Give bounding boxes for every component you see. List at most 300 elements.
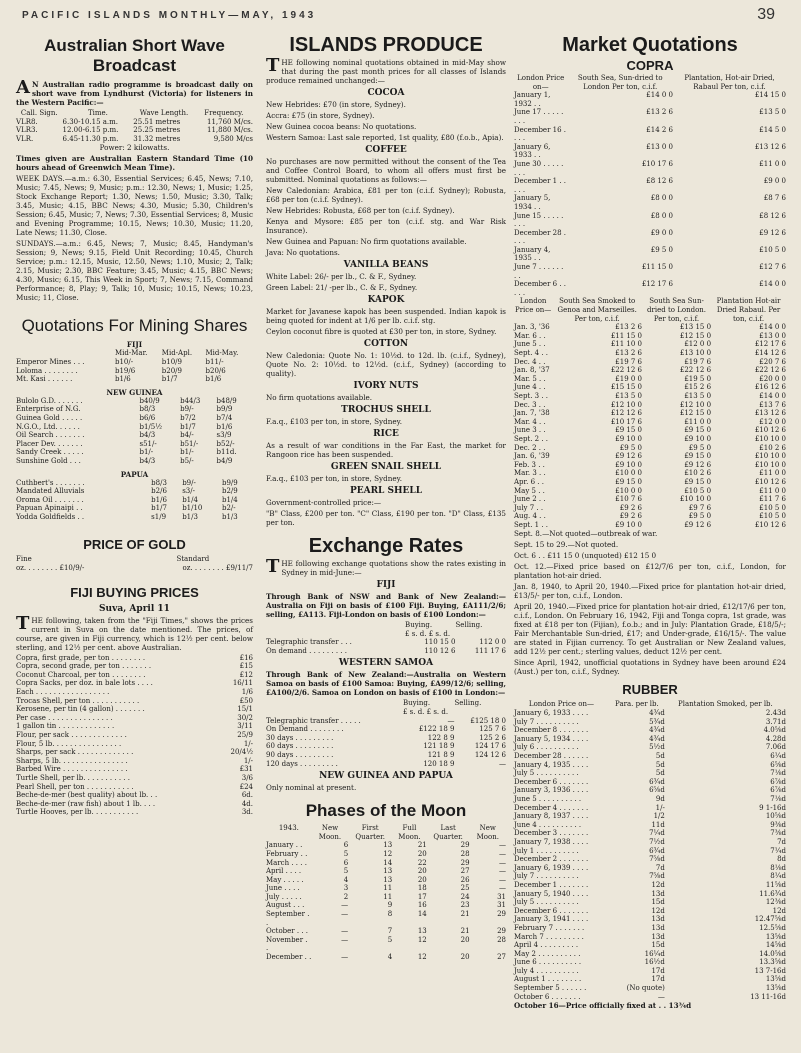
table-row <box>514 160 786 177</box>
mining-ng-table <box>16 397 253 466</box>
cotton-heading: COTTON <box>363 339 409 349</box>
table-cell: — <box>499 759 506 768</box>
table-cell: 25 <box>460 884 470 893</box>
table-cell: 8d <box>777 855 786 864</box>
table-cell: May . . . . . <box>266 875 304 884</box>
table-row <box>514 521 786 530</box>
table-cell: December 28 . . . . . . <box>514 752 589 761</box>
table-cell: 5d <box>655 760 665 769</box>
table-cell: December 1 . . . . . . . <box>514 880 589 889</box>
table-cell: £20 0 0 <box>759 374 786 383</box>
table-cell: £13 5 0 <box>684 391 712 400</box>
table-cell: 124 17 6 <box>474 742 506 751</box>
table-cell: b1/5½ <box>139 422 163 431</box>
table-cell: — <box>657 992 665 1001</box>
table-row <box>514 958 786 967</box>
table-row <box>16 654 253 663</box>
table-cell: 20/4½ <box>230 748 253 757</box>
table-cell: £9 12 6 <box>684 520 712 529</box>
table-cell: 6¾d <box>649 846 665 855</box>
table-cell: Copra Sacks, per doz. in bale lots . . . . <box>16 679 153 688</box>
table-cell: b5/- <box>180 456 194 465</box>
table-cell: Aug. 4 . . <box>514 512 546 521</box>
table-row <box>514 769 786 778</box>
table-cell: 25/9 <box>237 731 253 739</box>
table-cell: 11.6¾d <box>759 889 786 898</box>
table-row <box>514 478 786 487</box>
table-cell: 29 <box>460 841 470 850</box>
table-cell: August . . . <box>266 901 305 910</box>
table-row <box>16 671 253 680</box>
table-cell: 121 8 9 <box>427 750 455 759</box>
table-cell: b1/- <box>139 448 154 457</box>
table-cell: June 4 . . <box>514 383 546 392</box>
table-cell: Jan. 6, '39 <box>514 452 550 461</box>
table-cell: b48/9 <box>216 396 237 405</box>
table-cell: July 7 . . . . . . . . . . <box>514 872 579 881</box>
table-row <box>266 953 506 962</box>
table-row <box>514 469 786 478</box>
samoa-selling-head: Selling. <box>454 699 482 708</box>
table-cell: £8 12 6 <box>759 211 786 220</box>
table-cell: £13 12 6 <box>754 142 786 151</box>
table-cell: December . . <box>266 953 312 962</box>
column-header: South Sea Sun-dried to London. Per ton, c.i.f. <box>647 297 707 323</box>
table-cell: £14 0 0 <box>759 323 786 332</box>
table-cell: £13 0 0 <box>759 331 786 340</box>
copra-note: Oct. 6 . . £11 15 0 (unquoted) £12 15 0 <box>514 551 657 561</box>
table-row <box>266 647 506 656</box>
fine-value: oz. . . . . . . . £10/9/- <box>16 564 85 573</box>
column-header: Time. <box>87 109 108 117</box>
table-row <box>514 212 786 229</box>
table-row <box>514 864 786 873</box>
table-cell: June 30 . . . . . . . . <box>514 159 564 177</box>
table-row <box>16 358 253 367</box>
table-cell: £13 2 6 <box>646 108 674 117</box>
table-row <box>514 735 786 744</box>
copra-heading: COPRA <box>626 58 674 73</box>
exchange-fiji-heading: FIJI <box>376 580 396 590</box>
table-cell: 12 <box>417 935 427 944</box>
table-cell: £19 7 6 <box>684 357 712 366</box>
fiji-prices-table <box>16 654 253 817</box>
fiji-prices-intro: THE following, taken from the "Fiji Times," shows the prices current in Suva on the date mentioned. The prices, of course, are given in Fiji currency, which is 12½ per cent. below sterling, and 12½ per cent. above Australian. <box>16 612 253 652</box>
table-cell: 1/2 <box>653 812 665 821</box>
table-row <box>16 714 253 723</box>
copra-note: April 20, 1940.—Fixed price for plantation hot-air dried, £12/17/6 per ton, c.i.f., London. On February 16, 1942, Fiji and Tonga copra, 1st grade, was fixed at £18 per ton (Fijian), f.o.b.; and in July: Plantation Grade, £18/5/-; Fair Merchantable Sun-dried, £17; and Under-grade, £16/15/-. The value are stated in Fijian currency. To get Australian or New Zealand values, add 12½ per cent.; sterling values, deduct 12½ per cent. <box>514 602 786 657</box>
table-cell: 7¼d <box>770 846 786 855</box>
table-row <box>514 872 786 881</box>
table-cell: Dec. 3 . . <box>514 400 546 409</box>
table-cell: £12 15 0 <box>679 331 712 340</box>
table-row <box>16 722 253 731</box>
table-cell: £8 0 0 <box>650 194 674 203</box>
table-cell: August 1 . . . . . . . . <box>514 975 582 984</box>
table-cell: Turtle Hooves, per lb. . . . . . . . . . . <box>16 808 139 817</box>
table-cell: 7⅝d <box>649 872 665 881</box>
table-cell: Sandy Creek . . . . . <box>16 448 84 457</box>
table-cell: — <box>499 884 506 893</box>
table-cell: £12 <box>239 670 253 679</box>
table-cell: December 6 . . . . . . . <box>514 906 589 915</box>
table-cell: 12d <box>651 880 665 889</box>
table-cell: 12 <box>383 849 393 858</box>
table-cell: b7/2 <box>180 413 196 422</box>
table-row <box>514 392 786 401</box>
table-cell: £10 5 0 <box>759 503 786 512</box>
table-row <box>514 340 786 349</box>
table-cell: b8/3 <box>151 478 167 487</box>
pearl-text: "B" Class, £200 per ton. "C" Class, £190 per ton. "D" Class, £135 per ton. <box>266 509 506 527</box>
table-cell: £13 12 6 <box>754 409 786 418</box>
table-cell: £10 17 6 <box>641 159 674 168</box>
table-cell: 11d <box>651 820 665 829</box>
table-cell: 120 days . . . . . . . . . <box>266 759 338 768</box>
table-cell: Loloma . . . . . . . . <box>16 366 78 375</box>
table-cell: £19 5 0 <box>684 374 712 383</box>
table-cell: Trocas Shell, per ton . . . . . . . . . . . <box>16 696 140 705</box>
table-cell: 7⅝d <box>649 855 665 864</box>
table-cell: Mar. 5 . . <box>514 374 546 383</box>
ngp-text: Only nominal at present. <box>266 783 357 793</box>
table-cell: £122 18 9 <box>418 725 455 734</box>
samoa-buying-head: Buying. <box>402 699 431 708</box>
table-cell: £11 0 0 <box>684 417 712 426</box>
table-cell: £9 5 0 <box>650 245 674 254</box>
table-cell: b11/- <box>205 357 224 366</box>
table-cell: 4d. <box>241 799 253 808</box>
table-cell: December 16 . . . . <box>514 125 567 143</box>
column-3 <box>514 34 786 1012</box>
table-cell: b20/9 <box>161 366 182 375</box>
table-cell: 7⅛d <box>770 795 786 803</box>
table-row <box>514 829 786 838</box>
table-row <box>266 927 506 936</box>
table-cell: £9 15 0 <box>684 477 712 486</box>
standard-value: oz. . . . . . . . £9/11/7 <box>182 564 253 573</box>
table-cell: b10/- <box>114 357 134 366</box>
col-mar: Mid-Mar. <box>114 349 148 358</box>
samoa-text: Through Bank of New Zealand:—Australia on Western Samoa on basis of £100 Samoa: Buying, £A99/12/6; selling, £A100/2/6. Samoa on London on basis of £100 in London:— <box>266 670 506 698</box>
table-cell: £9 10 0 <box>615 434 642 443</box>
table-cell: 31 <box>497 901 506 910</box>
table-cell: b1/3 <box>182 512 198 521</box>
table-cell: £10 12 6 <box>754 477 786 486</box>
table-row <box>266 638 506 647</box>
column-header: London Price on— <box>515 297 552 315</box>
table-cell: 4¾d <box>649 734 665 743</box>
ng-mining-label: NEW GUINEA <box>106 387 163 397</box>
vanilla-heading: VANILLA BEANS <box>343 260 429 270</box>
rice-text: As a result of war conditions in the Far East, the market for Rangoon rice has been suspended. <box>266 441 506 459</box>
table-row <box>514 435 786 444</box>
table-cell: 13d <box>651 923 665 932</box>
table-row <box>514 487 786 496</box>
table-cell: b52/- <box>216 439 235 448</box>
table-cell: 6 <box>343 858 349 867</box>
table-row <box>514 761 786 770</box>
table-cell: Feb. 3 . . <box>514 460 545 469</box>
table-cell: — <box>341 901 349 910</box>
column-header: Frequency. <box>204 109 244 117</box>
table-cell: Jan. 3, '36 <box>514 323 550 332</box>
table-cell: September . . <box>266 910 310 927</box>
table-cell: 26 <box>460 875 470 884</box>
table-cell: 9 1-16d <box>759 803 786 812</box>
table-cell: Sharps, 5 lb. . . . . . . . . . . . . . . . <box>16 756 128 765</box>
running-head: PACIFIC ISLANDS MONTHLY—MAY, 1943 <box>22 10 317 21</box>
table-cell: 5d <box>655 769 665 778</box>
table-row <box>266 734 506 743</box>
table-cell: 60 days . . . . . . . . . <box>266 742 334 751</box>
column-header: Plantation Hot-air Dried Rabaul. Per ton, c.i.f. <box>716 297 781 323</box>
table-cell: £9 0 0 <box>650 228 674 237</box>
cotton-text: New Caledonia: Quote No. 1: 10½d. to 12d. lb. (c.i.f., Sydney), Quote No. 2: 10½d. to 12½d. (c.i.f., Sydney) (according to quality). <box>266 351 506 378</box>
table-cell: May 5 . . <box>514 486 545 495</box>
table-cell: b1/7 <box>180 422 196 431</box>
table-cell: VLR3. <box>16 126 38 135</box>
table-cell: 9⅜d <box>770 820 786 829</box>
table-cell: Each . . . . . . . . . . . . . . . . . <box>16 688 110 697</box>
table-cell: 13 <box>383 875 393 884</box>
table-cell: £11 0 0 <box>759 159 786 168</box>
table-row <box>514 743 786 752</box>
table-cell: Beche-de-mer (best quality) about lb. . . <box>16 791 158 800</box>
pearl-heading: PEARL SHELL <box>349 486 423 496</box>
coffee-text: Java: No quotations. <box>266 248 340 257</box>
table-cell: 1/- <box>243 739 253 748</box>
table-cell: 6⅞d <box>770 777 786 786</box>
table-cell: Sept. 4 . . <box>514 349 549 357</box>
table-cell: 110 15 0 <box>424 638 456 647</box>
table-row <box>514 812 786 821</box>
table-row <box>266 841 506 850</box>
table-cell: 120 18 9 <box>423 759 455 768</box>
table-cell: Copra, first grade, per ton . . . . . . . . <box>16 653 146 662</box>
table-cell: 7.06d <box>765 743 786 752</box>
table-cell: 2.43d <box>765 709 786 718</box>
table-cell: February . . <box>266 849 308 858</box>
table-row <box>16 740 253 749</box>
table-cell: February 7 . . . . . . . <box>514 923 585 932</box>
table-cell: Flour, 5 lb. . . . . . . . . . . . . . . . <box>16 739 122 748</box>
table-cell: January 8, 1937 . . . . <box>514 812 589 821</box>
table-cell: October . . . <box>266 927 309 936</box>
table-row <box>16 791 253 800</box>
table-cell: £11 0 0 <box>759 486 786 495</box>
table-cell: 9,580 M/cs <box>213 134 253 143</box>
table-cell: On demand . . . . . . . . . <box>266 646 347 655</box>
table-cell: — <box>499 875 506 884</box>
table-cell: £8 7 6 <box>763 194 786 203</box>
table-cell: 90 days . . . . . . . . . <box>266 750 334 759</box>
table-row <box>514 855 786 864</box>
table-row <box>16 765 253 774</box>
table-cell: July 6 . . . . . . . . . . <box>514 743 579 752</box>
column-header: Plantation, Hot-air Dried, Rabaul Per ton, c.i.f. <box>684 74 775 91</box>
table-row <box>16 487 253 496</box>
table-row <box>514 375 786 384</box>
table-cell: £9 15 0 <box>615 426 642 435</box>
table-cell: £9 15 0 <box>615 477 642 486</box>
table-cell: 5d <box>655 752 665 761</box>
pearl-text: Government-controlled price:— <box>266 498 382 507</box>
table-row <box>514 263 786 280</box>
table-cell: 1/- <box>655 803 665 812</box>
table-cell: 31.32 metres <box>133 134 181 143</box>
table-cell: December 28 . . . . <box>514 228 567 246</box>
table-cell: 17 <box>417 892 427 901</box>
table-cell: Mandated Alluvials <box>16 487 85 496</box>
table-cell: 5¾d <box>649 717 665 726</box>
table-cell: Dec. 4 . . <box>514 357 546 366</box>
table-cell: 17d <box>651 966 665 975</box>
table-cell: 13 <box>383 841 393 850</box>
table-cell: 24 <box>460 892 470 901</box>
table-cell: 6d. <box>241 791 253 800</box>
table-cell: 5½d <box>649 743 665 752</box>
table-row <box>514 426 786 435</box>
table-cell: £13 10 0 <box>679 349 712 357</box>
table-row <box>514 126 786 143</box>
coffee-text: New Hebrides: Robusta, £68 per ton (c.i.f. Sydney). <box>266 206 455 215</box>
ivory-text: No firm quotations available. <box>266 393 373 402</box>
table-cell: b4/9 <box>216 456 233 465</box>
table-cell: 25.25 metres <box>133 126 181 135</box>
table-cell: 16¼d <box>644 949 665 958</box>
column-header: Last Quarter. <box>433 824 463 841</box>
table-cell: 13 <box>417 927 427 936</box>
table-cell: £13 5 0 <box>759 108 786 117</box>
table-cell: 31 <box>497 892 506 901</box>
cocoa-text: New Hebrides: £70 (in store, Sydney). <box>266 100 406 109</box>
table-cell: b4/3 <box>139 456 156 465</box>
table-cell: £15 2 6 <box>684 383 712 392</box>
table-row <box>266 867 506 876</box>
table-cell: 6¼d <box>770 752 786 761</box>
table-cell: Telegraphic transfer . . . . . <box>266 716 361 725</box>
table-cell: 23 <box>460 901 470 910</box>
table-cell: 13⅝d <box>765 975 786 984</box>
table-cell: £8 12 6 <box>646 177 674 186</box>
table-cell: 16/11 <box>232 679 253 688</box>
samoa-table <box>266 699 506 768</box>
table-cell: £10 0 0 <box>615 486 642 495</box>
weekday-schedule: WEEK DAYS.—a.m.: 6.30, Essential Services; 6.45, News; 7.10, Music; 7.45, News; 9, Music; p.m.: 12.30, News; 1, Music; 1.25, Stock Exchange Report; 1.30, News; 1.50, Music; 3.30, Talk; 3.45, Music; 4.15, BBC News; 4.30, Music; 5.30, Children's Session; 6.45, Music; 7, News; 7.30, Essential Services; 8, Music and Evening Programme; 10.15, News; 10.30, Music; 11.20, Late News; 11.30, Close. <box>16 174 253 238</box>
table-cell: £12 0 0 <box>684 340 712 349</box>
produce-title: ISLANDS PRODUCE <box>289 34 483 56</box>
table-cell: s3/9 <box>216 431 232 440</box>
table-cell: Telegraphic transfer . . . <box>266 638 352 647</box>
table-row <box>16 504 253 513</box>
table-cell: 30/2 <box>237 713 253 722</box>
table-row <box>16 774 253 783</box>
table-cell: 1/- <box>243 756 253 765</box>
table-cell: 20 <box>417 849 427 858</box>
table-row <box>514 950 786 959</box>
table-cell: b1/6 <box>151 495 167 504</box>
column-header: Plantation Smoked, per lb. <box>678 700 773 709</box>
table-cell: £31 <box>239 765 253 774</box>
table-row <box>16 783 253 792</box>
table-cell: November . . <box>266 935 308 953</box>
table-cell: £125 18 0 <box>470 716 506 725</box>
table-cell: b1/7 <box>151 504 167 513</box>
table-row <box>514 795 786 804</box>
table-row <box>514 709 786 718</box>
table-row <box>514 933 786 942</box>
table-cell: 13⅝d <box>765 932 786 941</box>
cocoa-text: Accra: £75 (in store, Sydney). <box>266 111 375 120</box>
power-note: Power: 2 kilowatts. <box>99 143 170 153</box>
table-cell: January 6, 1939 . . . . <box>514 863 589 872</box>
table-row <box>514 975 786 984</box>
kapok-text: Market for Javanese kapok has been suspended. Indian kapok is being quoted for indent at 1/6 per lb. c.i.f. stg. <box>266 307 506 325</box>
table-row <box>514 91 786 108</box>
table-row <box>266 751 506 760</box>
table-row <box>514 194 786 211</box>
table-row <box>514 383 786 392</box>
table-row <box>514 847 786 856</box>
table-row <box>514 890 786 899</box>
table-row <box>514 804 786 813</box>
table-row <box>266 760 506 769</box>
table-cell: 21 <box>417 841 427 850</box>
kapok-heading: KAPOK <box>367 295 405 305</box>
table-cell: 11 <box>383 884 393 893</box>
table-row <box>16 440 253 449</box>
table-row <box>514 726 786 735</box>
table-cell: January 1, 1932 . . <box>514 91 551 108</box>
copra-table-2 <box>514 297 786 529</box>
table-cell: April 4 . . . . . . . . . <box>514 941 579 950</box>
table-cell: 121 18 9 <box>423 742 455 751</box>
table-cell: £14 2 6 <box>646 125 674 134</box>
table-cell: 8⅛d <box>770 863 786 872</box>
table-cell: March 7 . . . . . . . . . <box>514 932 584 941</box>
table-cell: 6⅝d <box>649 786 665 795</box>
table-row <box>514 786 786 795</box>
table-row <box>266 910 506 927</box>
table-cell: 5 <box>343 849 349 858</box>
table-cell: b11d. <box>216 448 237 457</box>
table-row <box>514 143 786 160</box>
table-cell: 13 11-16d <box>750 992 786 1001</box>
table-cell: Jan. 7, '38 <box>514 409 550 418</box>
table-cell: 125 7 6 <box>479 725 506 734</box>
column-header: Wave Length. <box>139 109 189 117</box>
table-row <box>514 718 786 727</box>
table-row <box>514 418 786 427</box>
table-cell: Oil Search . . . . . . . <box>16 431 85 440</box>
table-cell: January 3, 1941 . . . . <box>514 915 589 924</box>
table-row <box>514 838 786 847</box>
table-cell: Mar. 4 . . <box>514 417 546 426</box>
table-row <box>16 126 253 135</box>
table-row <box>266 893 506 902</box>
table-cell: December 6 . . . . . . . <box>514 777 589 786</box>
table-cell: 13d <box>651 889 665 898</box>
table-row <box>514 915 786 924</box>
table-cell: Beche-de-mer (raw fish) about 1 lb. . . . <box>16 799 156 808</box>
table-cell: Turtle Shell, per lb. . . . . . . . . . . <box>16 773 130 782</box>
table-cell: — <box>341 953 349 962</box>
table-cell: b40/9 <box>139 396 160 405</box>
table-cell: 18 <box>417 884 427 893</box>
table-cell: 7¼d <box>649 829 665 838</box>
table-row <box>514 495 786 504</box>
